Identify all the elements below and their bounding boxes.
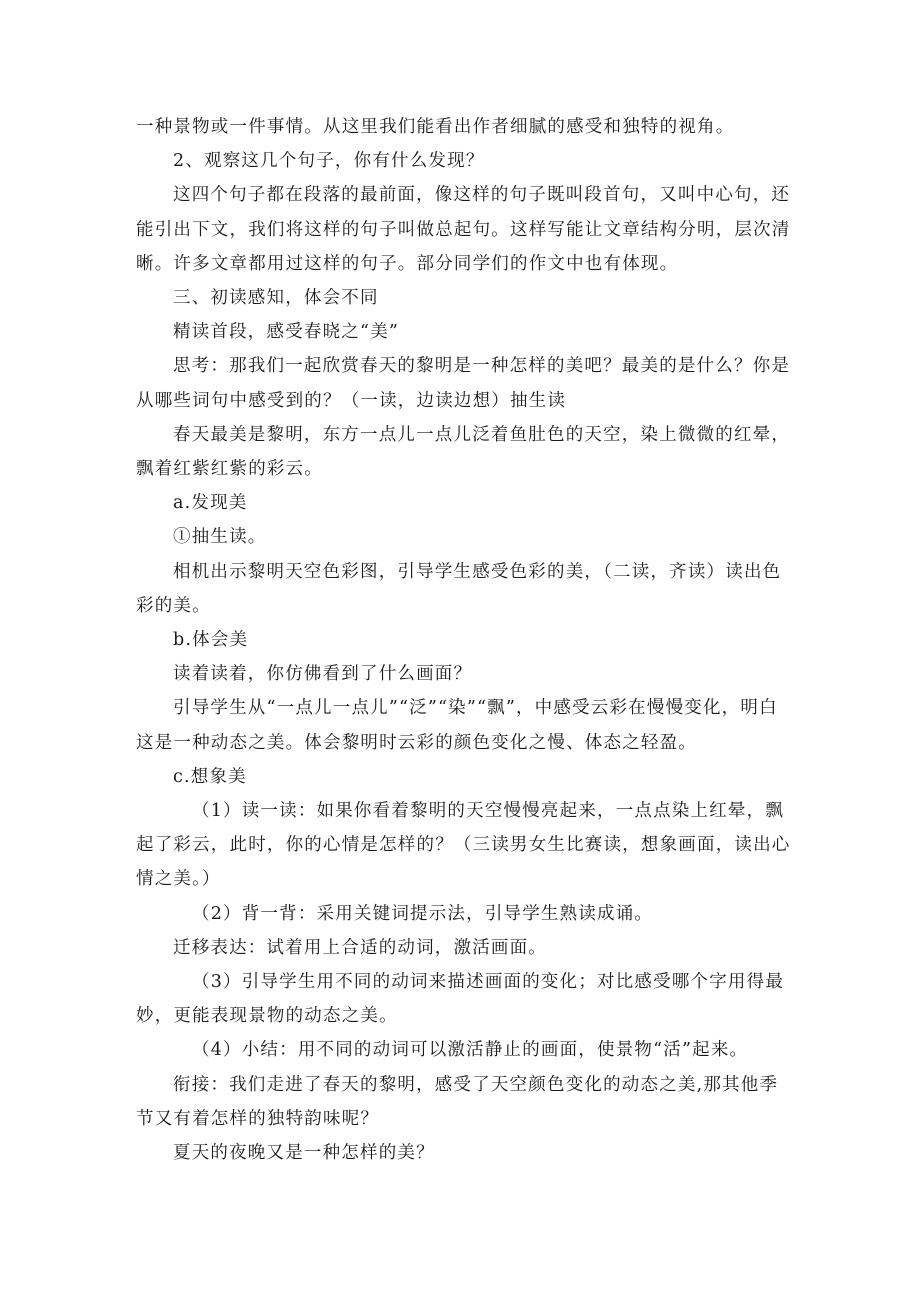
paragraph-21: 夏天的夜晚又是一种怎样的美？ xyxy=(173,1143,435,1164)
paragraph-15: （1）读一读：如果你看着黎明的天空慢慢亮起来，一点点染上红晕，飘起了彩云，此时，你的心情是怎样的？（三读男女生比赛读，想象画面，读出心情之美。） xyxy=(136,801,791,890)
paragraph-20: 衔接：我们走进了春天的黎明，感受了天空颜色变化的动态之美,那其他季节又有着怎样的独特韵味呢？ xyxy=(136,1074,779,1129)
paragraph-3: 这四个句子都在段落的最前面，像这样的句子既叫段首句，又叫中心句，还能引出下文，我们将这样的句子叫做总起句。这样写能让文章结构分明，层次清晰。许多文章都用过这样的句子。部分同学们的作文中也有体现。 xyxy=(136,185,791,274)
paragraph-7: 春天最美是黎明，东方一点儿一点儿泛着鱼肚色的天空，染上微微的红晕，飘着红紫红紫的彩云。 xyxy=(136,424,791,480)
paragraph-6: 思考：那我们一起欣赏春天的黎明是一种怎样的美吧？最美的是什么？你是从哪些词句中感受到的？（一读，边读边想）抽生读 xyxy=(136,356,791,411)
paragraph-12: 读着读着，你仿佛看到了什么画面？ xyxy=(173,664,473,685)
paragraph-10: 相机出示黎明天空色彩图，引导学生感受色彩的美，（二读，齐读）读出色彩的美。 xyxy=(136,561,782,616)
paragraph-16: （2）背一背：采用关键词提示法，引导学生熟读成诵。 xyxy=(192,903,654,924)
document-body xyxy=(136,110,796,1170)
paragraph-13: 引导学生从“一点儿一点儿”“泛”“染”“飘”，中感受云彩在慢慢变化，明白这是一种动态之美。体会黎明时云彩的颜色变化之慢、体态之轻盈。 xyxy=(136,698,778,753)
subheading-c: c.想象美 xyxy=(173,766,247,787)
paragraph-9: ①抽生读。 xyxy=(173,527,267,548)
paragraph-2: 2、观察这几个句子，你有什么发现？ xyxy=(173,151,485,172)
paragraph-19: （4）小结：用不同的动词可以激活静止的画面，使景物“活”起来。 xyxy=(192,1040,749,1061)
paragraph-17: 迁移表达：试着用上合适的动词，激活画面。 xyxy=(173,937,547,958)
paragraph-5: 精读首段，感受春晓之“美” xyxy=(173,322,399,343)
subheading-b: b.体会美 xyxy=(173,630,249,651)
section-heading-3: 三、初读感知，体会不同 xyxy=(173,288,379,309)
subheading-a: a.发现美 xyxy=(173,493,248,514)
paragraph-18: （3）引导学生用不同的动词来描述画面的变化；对比感受哪个字用得最妙，更能表现景物的动态之美。 xyxy=(136,972,785,1027)
paragraph-1: 一种景物或一件事情。从这里我们能看出作者细腻的感受和独特的视角。 xyxy=(136,117,735,137)
